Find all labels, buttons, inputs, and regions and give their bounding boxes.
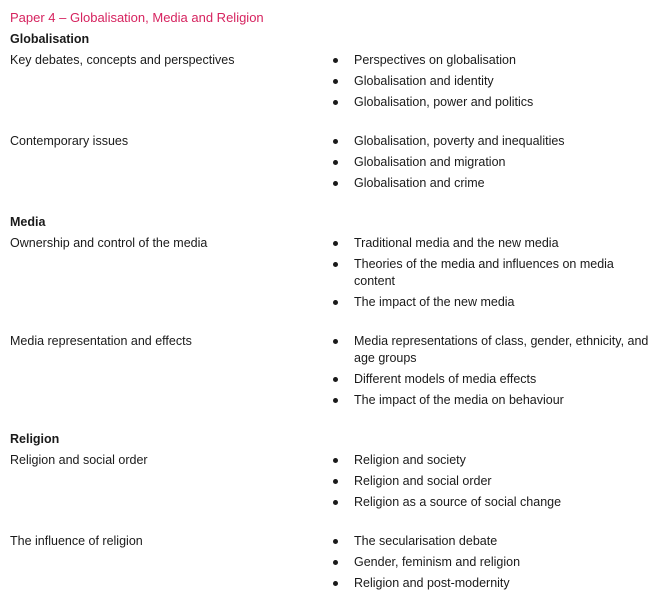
topic-representation-effects: Media representation and effects [10,334,192,348]
bullet-icon [333,100,338,105]
list-item: Different models of media effects [330,371,650,388]
bullet-icon [333,181,338,186]
list-item: Globalisation and migration [330,154,650,171]
list-item: Religion and society [330,452,650,469]
topic-influence-of-religion: The influence of religion [10,534,143,548]
list-item: Media representations of class, gender, ethnicity, and age groups [330,333,650,367]
list-item: Traditional media and the new media [330,235,650,252]
list-item: Globalisation and identity [330,73,650,90]
bullet-icon [333,458,338,463]
section-heading-religion: Religion [10,432,60,446]
list-item: Perspectives on globalisation [330,52,650,69]
bullet-list [330,52,650,115]
list-item: Religion as a source of social change [330,494,650,511]
bullet-icon [333,262,338,267]
bullet-icon [333,241,338,246]
bullet-icon [333,79,338,84]
bullet-icon [333,377,338,382]
bullet-icon [333,139,338,144]
list-item: Globalisation, poverty and inequalities [330,133,650,150]
bullet-icon [333,560,338,565]
list-item: The secularisation debate [330,533,650,550]
list-item: Globalisation, power and politics [330,94,650,111]
list-item: Theories of the media and influences on media content [330,256,650,290]
bullet-icon [333,479,338,484]
paper-title: Paper 4 – Globalisation, Media and Religion [10,10,264,25]
bullet-icon [333,300,338,305]
bullet-icon [333,58,338,63]
bullet-icon [333,581,338,586]
bullet-icon [333,339,338,344]
bullet-list [330,533,650,596]
list-item: The impact of the new media [330,294,650,311]
bullet-list [330,452,650,515]
topic-contemporary-issues: Contemporary issues [10,134,129,148]
section-heading-media: Media [10,215,46,229]
bullet-list [330,235,650,315]
bullet-icon [333,398,338,403]
list-item: Religion and social order [330,473,650,490]
bullet-icon [333,539,338,544]
topic-key-debates: Key debates, concepts and perspectives [10,53,235,67]
bullet-list [330,133,650,196]
bullet-list [330,333,650,413]
bullet-icon [333,500,338,505]
section-heading-globalisation: Globalisation [10,32,90,46]
topic-ownership-control: Ownership and control of the media [10,236,208,250]
list-item: Gender, feminism and religion [330,554,650,571]
topic-religion-social-order: Religion and social order [10,453,148,467]
bullet-icon [333,160,338,165]
list-item: Globalisation and crime [330,175,650,192]
list-item: The impact of the media on behaviour [330,392,650,409]
list-item: Religion and post-modernity [330,575,650,592]
